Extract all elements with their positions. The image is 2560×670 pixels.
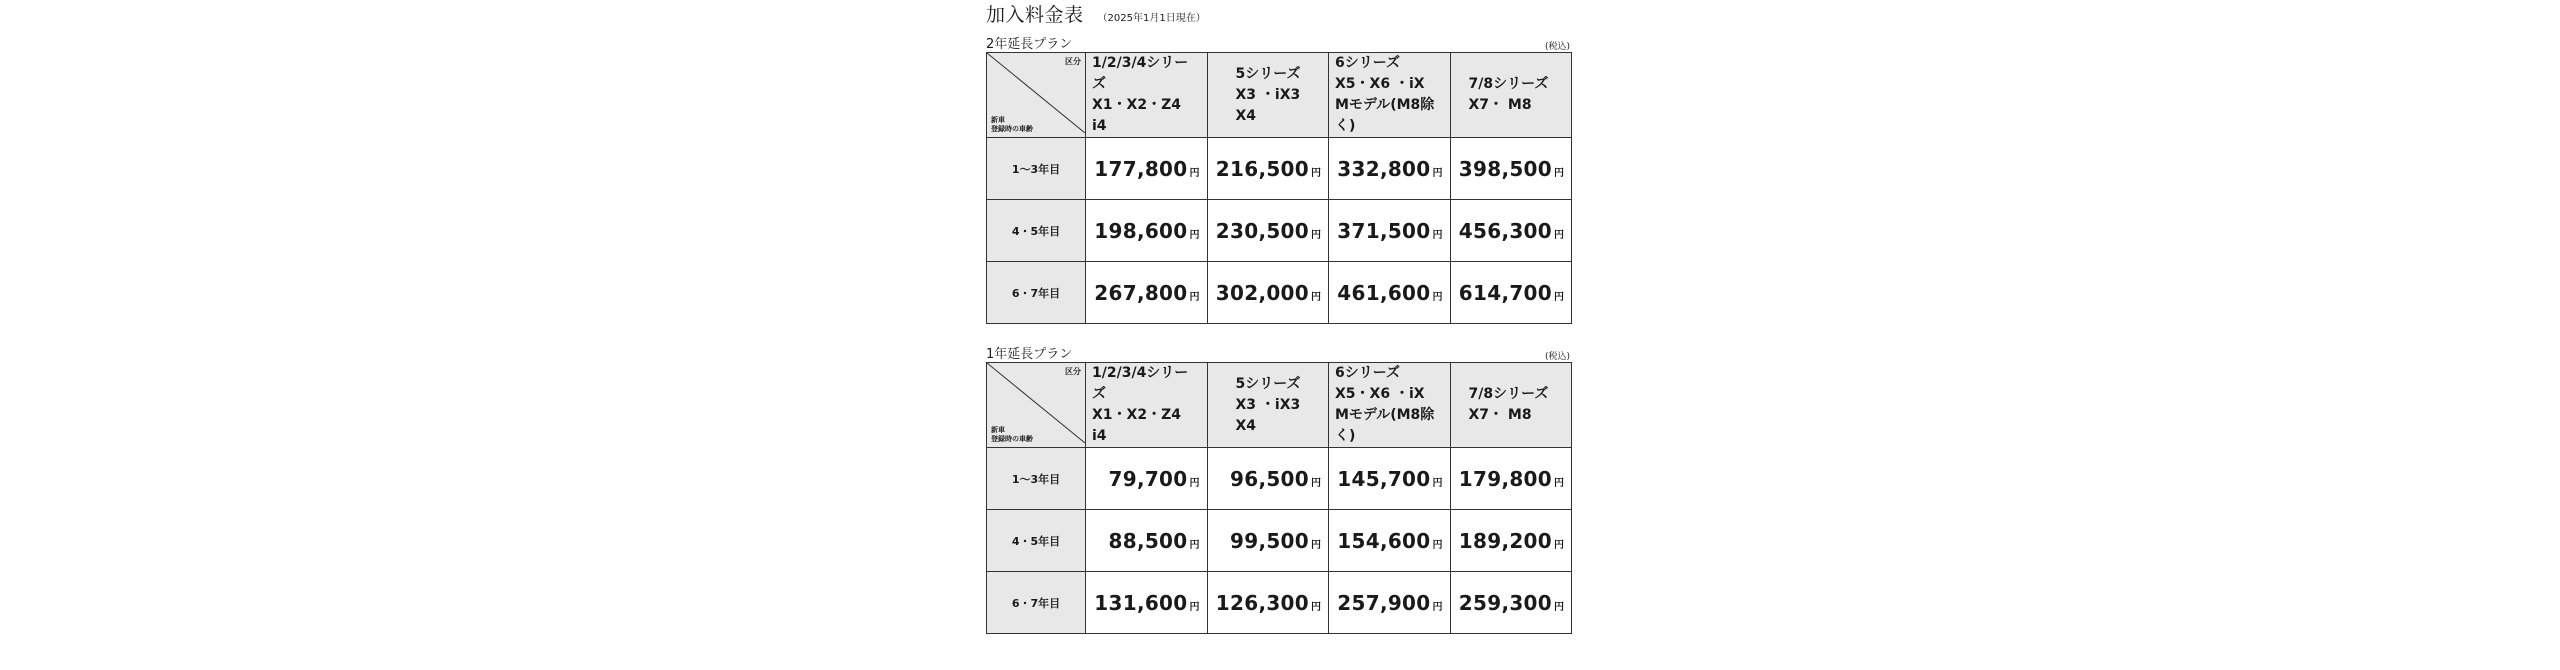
corner-cell bbox=[987, 363, 1086, 448]
yen-unit: 円 bbox=[1189, 167, 1200, 179]
price-value: 154,600 bbox=[1337, 528, 1431, 553]
column-header-line: Mモデル(M8除く) bbox=[1335, 407, 1435, 444]
column-header-line: 1/2/3/4シリーズ bbox=[1092, 365, 1189, 402]
price-value: 259,300 bbox=[1458, 590, 1552, 615]
yen-unit: 円 bbox=[1554, 539, 1564, 551]
price-cell bbox=[1450, 262, 1572, 324]
column-header-series-6 bbox=[1329, 363, 1451, 448]
column-header-line: X7・ M8 bbox=[1468, 97, 1532, 113]
column-header-series-78 bbox=[1450, 363, 1572, 448]
price-cell bbox=[1329, 448, 1451, 510]
price-cell bbox=[1086, 510, 1208, 572]
page-title: 加入料金表 bbox=[986, 4, 1084, 26]
column-header-series-5 bbox=[1207, 53, 1329, 138]
column-header-line: 5シリーズ bbox=[1235, 65, 1301, 82]
column-header-line: 6シリーズ bbox=[1335, 365, 1401, 381]
price-cell bbox=[1207, 138, 1329, 200]
vehicle-age-label bbox=[991, 426, 1033, 444]
row-header: 4・5年目 bbox=[987, 200, 1086, 262]
column-header-line: X4 bbox=[1235, 417, 1257, 434]
yen-unit: 円 bbox=[1554, 229, 1564, 241]
price-table bbox=[986, 362, 1572, 634]
yen-unit: 円 bbox=[1432, 291, 1443, 303]
price-value: 216,500 bbox=[1215, 156, 1309, 181]
price-value: 614,700 bbox=[1458, 280, 1552, 305]
table-row bbox=[987, 138, 1572, 200]
yen-unit: 円 bbox=[1311, 167, 1321, 179]
yen-unit: 円 bbox=[1554, 477, 1564, 489]
plan-2year bbox=[986, 36, 1572, 324]
price-value: 126,300 bbox=[1215, 590, 1309, 615]
price-cell bbox=[1450, 572, 1572, 634]
price-cell bbox=[1329, 200, 1451, 262]
plan-header bbox=[986, 346, 1572, 362]
column-header-line: X3 ・iX3 bbox=[1235, 396, 1301, 413]
price-value: 398,500 bbox=[1458, 156, 1552, 181]
column-header-line: X1・X2・Z4 bbox=[1092, 407, 1181, 423]
column-header-line: 1/2/3/4シリーズ bbox=[1092, 55, 1189, 92]
table-row bbox=[987, 262, 1572, 324]
column-header-line: 7/8シリーズ bbox=[1468, 386, 1549, 402]
table-header-row bbox=[987, 53, 1572, 138]
yen-unit: 円 bbox=[1554, 167, 1564, 179]
price-value: 198,600 bbox=[1094, 218, 1188, 243]
yen-unit: 円 bbox=[1189, 291, 1200, 303]
table-row bbox=[987, 510, 1572, 572]
column-header-line: X3 ・iX3 bbox=[1235, 86, 1301, 103]
price-cell bbox=[1450, 510, 1572, 572]
price-value: 96,500 bbox=[1230, 466, 1309, 491]
price-value: 145,700 bbox=[1337, 466, 1431, 491]
column-header-line: X5・X6 ・iX bbox=[1335, 386, 1425, 402]
price-cell bbox=[1207, 262, 1329, 324]
price-cell bbox=[1329, 262, 1451, 324]
column-header-line: X1・X2・Z4 bbox=[1092, 97, 1181, 113]
as-of-date: （2025年1月1日現在） bbox=[1097, 13, 1206, 24]
yen-unit: 円 bbox=[1432, 167, 1443, 179]
column-header-series-1234 bbox=[1086, 363, 1208, 448]
tax-note: (税込) bbox=[1544, 42, 1570, 52]
yen-unit: 円 bbox=[1432, 539, 1443, 551]
column-header-line: 5シリーズ bbox=[1235, 375, 1301, 392]
category-label: 区分 bbox=[1065, 367, 1081, 376]
column-header-series-6 bbox=[1329, 53, 1451, 138]
price-cell bbox=[1086, 200, 1208, 262]
plan-1year bbox=[986, 346, 1572, 634]
yen-unit: 円 bbox=[1554, 291, 1564, 303]
price-value: 332,800 bbox=[1337, 156, 1431, 181]
price-cell bbox=[1207, 200, 1329, 262]
category-label: 区分 bbox=[1065, 57, 1081, 66]
yen-unit: 円 bbox=[1311, 539, 1321, 551]
yen-unit: 円 bbox=[1311, 291, 1321, 303]
yen-unit: 円 bbox=[1189, 539, 1200, 551]
yen-unit: 円 bbox=[1311, 229, 1321, 241]
price-cell bbox=[1450, 138, 1572, 200]
column-header-series-78 bbox=[1450, 53, 1572, 138]
price-value: 302,000 bbox=[1215, 280, 1309, 305]
price-value: 230,500 bbox=[1215, 218, 1309, 243]
yen-unit: 円 bbox=[1432, 477, 1443, 489]
yen-unit: 円 bbox=[1311, 477, 1321, 489]
column-header-line: X7・ M8 bbox=[1468, 407, 1532, 423]
table-header-row bbox=[987, 363, 1572, 448]
yen-unit: 円 bbox=[1189, 229, 1200, 241]
price-value: 461,600 bbox=[1337, 280, 1431, 305]
column-header-line: 6シリーズ bbox=[1335, 55, 1401, 71]
table-row bbox=[987, 448, 1572, 510]
price-cell bbox=[1207, 572, 1329, 634]
column-header-line: i4 bbox=[1092, 428, 1107, 444]
tax-note: (税込) bbox=[1544, 352, 1570, 362]
row-header: 1〜3年目 bbox=[987, 138, 1086, 200]
price-cell bbox=[1329, 510, 1451, 572]
plan-title: 2年延長プラン bbox=[986, 37, 1073, 52]
price-value: 257,900 bbox=[1337, 590, 1431, 615]
price-cell bbox=[1086, 448, 1208, 510]
vehicle-age-label-line2: 登録時の車齢 bbox=[991, 125, 1033, 133]
price-cell bbox=[1450, 200, 1572, 262]
vehicle-age-label-line2: 登録時の車齢 bbox=[991, 435, 1033, 443]
yen-unit: 円 bbox=[1554, 601, 1564, 613]
yen-unit: 円 bbox=[1432, 229, 1443, 241]
column-header-line: 7/8シリーズ bbox=[1468, 76, 1549, 92]
price-cell bbox=[1086, 138, 1208, 200]
price-cell bbox=[1207, 510, 1329, 572]
row-header: 4・5年目 bbox=[987, 510, 1086, 572]
price-value: 177,800 bbox=[1094, 156, 1188, 181]
yen-unit: 円 bbox=[1311, 601, 1321, 613]
price-cell bbox=[1450, 448, 1572, 510]
plan-header bbox=[986, 36, 1572, 52]
table-row bbox=[987, 572, 1572, 634]
column-header-series-1234 bbox=[1086, 53, 1208, 138]
price-table bbox=[986, 52, 1572, 324]
price-cell bbox=[1086, 262, 1208, 324]
yen-unit: 円 bbox=[1189, 477, 1200, 489]
vehicle-age-label-line1: 新車 bbox=[991, 116, 1005, 124]
column-header-line: i4 bbox=[1092, 118, 1107, 134]
plan-title: 1年延長プラン bbox=[986, 347, 1073, 362]
price-value: 189,200 bbox=[1458, 528, 1552, 553]
price-value: 88,500 bbox=[1108, 528, 1188, 553]
price-value: 456,300 bbox=[1458, 218, 1552, 243]
price-value: 371,500 bbox=[1337, 218, 1431, 243]
yen-unit: 円 bbox=[1189, 601, 1200, 613]
column-header-line: X4 bbox=[1235, 107, 1257, 124]
row-header: 1〜3年目 bbox=[987, 448, 1086, 510]
corner-cell bbox=[987, 53, 1086, 138]
yen-unit: 円 bbox=[1432, 601, 1443, 613]
vehicle-age-label-line1: 新車 bbox=[991, 426, 1005, 434]
column-header-line: X5・X6 ・iX bbox=[1335, 76, 1425, 92]
row-header: 6・7年目 bbox=[987, 572, 1086, 634]
column-header-series-5 bbox=[1207, 363, 1329, 448]
price-value: 99,500 bbox=[1230, 528, 1309, 553]
fee-document bbox=[986, 0, 1572, 634]
title-row bbox=[986, 0, 1572, 26]
row-header: 6・7年目 bbox=[987, 262, 1086, 324]
column-header-line: Mモデル(M8除く) bbox=[1335, 97, 1435, 134]
price-value: 131,600 bbox=[1094, 590, 1188, 615]
price-cell bbox=[1329, 138, 1451, 200]
price-value: 79,700 bbox=[1108, 466, 1188, 491]
price-value: 179,800 bbox=[1458, 466, 1552, 491]
table-row bbox=[987, 200, 1572, 262]
price-cell bbox=[1086, 572, 1208, 634]
vehicle-age-label bbox=[991, 116, 1033, 134]
price-cell bbox=[1207, 448, 1329, 510]
price-value: 267,800 bbox=[1094, 280, 1188, 305]
price-cell bbox=[1329, 572, 1451, 634]
